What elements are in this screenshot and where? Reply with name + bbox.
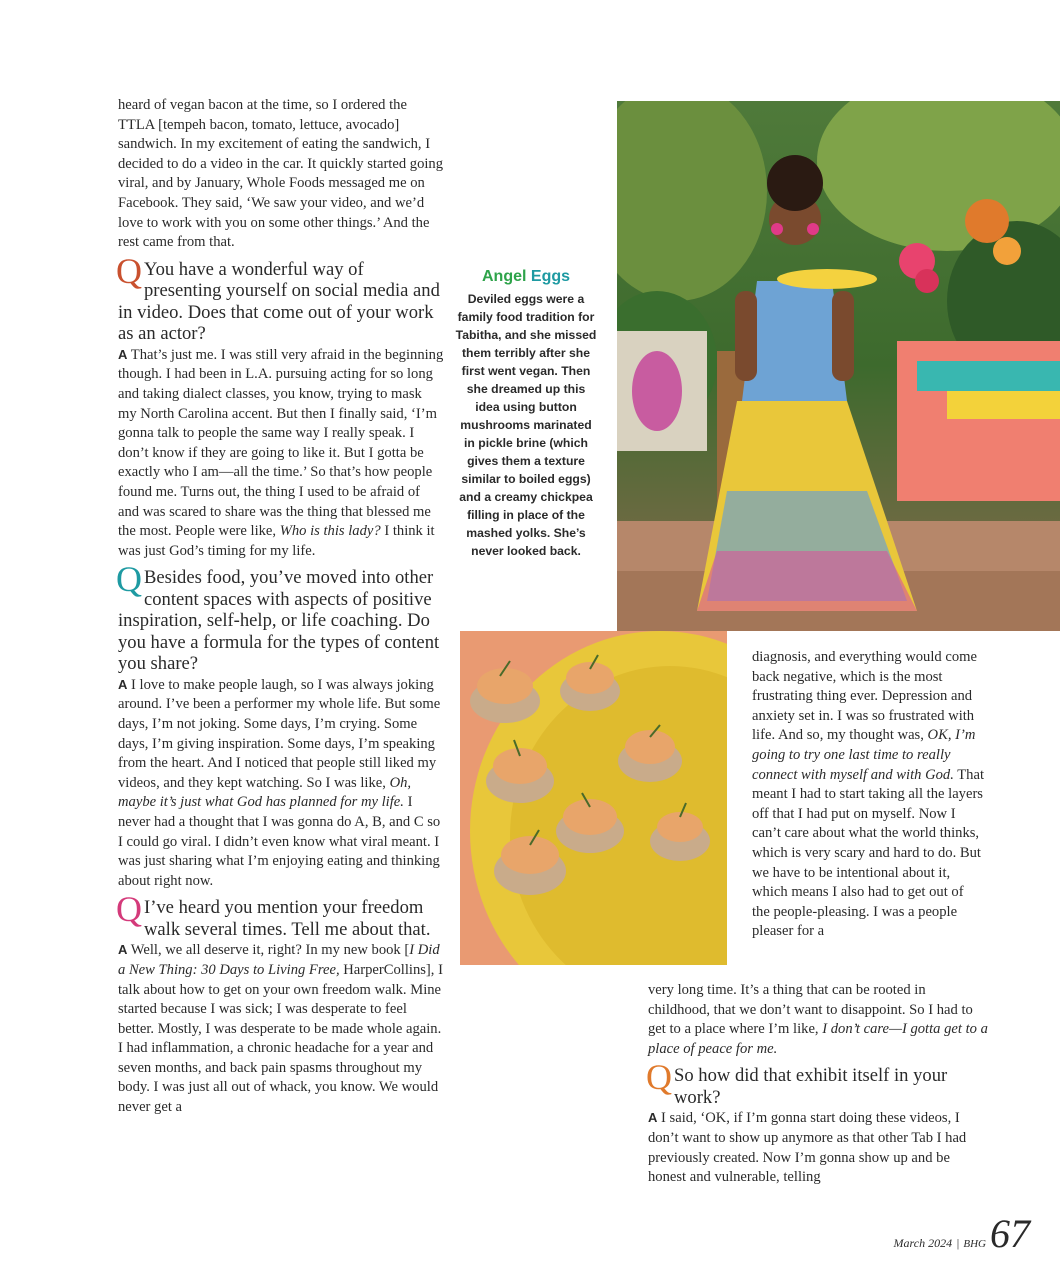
sidebar-body: Deviled eggs were a family food tradition for Tabitha, and she missed them terribly after she first went vegan. Then she dreamed up this idea using button mushrooms marinated in pickle brine (which gives them a texture similar to boiled eggs) and a creamy chickpea filling in place of the mashed yolks. She’s never looked back. xyxy=(455,292,597,558)
a-marker: A xyxy=(118,942,128,958)
question-text: So how did that exhibit itself in your work? xyxy=(674,1065,948,1108)
question-text: You have a wonderful way of presenting yourself on social media and in video. Does that come out of your work as an actor? xyxy=(118,258,440,345)
answer-4: A I said, ‘OK, if I’m gonna start doing these videos, I don’t want to show up anymore as that other Tab I had previously created. Now I’m gonna show up and be honest and vulnerable, telling xyxy=(648,1110,967,1186)
left-column xyxy=(118,96,444,1118)
q-marker: Q xyxy=(646,1057,672,1098)
answer-3: A Well, we all deserve it, right? In my new book [I Did a New Thing: 30 Days to Living Free, HarperCollins], I talk about how to get on your own freedom walk. Mine started because I was sick; I was desperate to feel better. Mostly, I was desperate to be made whole again. I had inflammation, a chronic headache for a year and seven months, and back pain spasms throughout my body. I was just all out of whack, you know. We would never get a xyxy=(118,942,443,1116)
portrait-photo xyxy=(617,101,1060,631)
answer-2: A I love to make people laugh, so I was always joking around. I’ve been a performer my whole life. But some days, I’m not joking. Some days, I’m crying. Some days, I’m giving inspiration. Some days, I’m speaking from the heart. And I noticed that people still liked my videos, and they kept watching. So I was like, Oh, maybe it’s just what God has planned for my life. I never had a thought that I was gonna do A, B, and C so I could go viral. I didn’t even know what viral meant. I was just sharing what I’m enjoying eating and thinking about right now. xyxy=(118,676,441,889)
page-number: 67 xyxy=(990,1211,1030,1256)
right-column-lower xyxy=(648,981,988,1188)
question-2 xyxy=(116,559,444,675)
angel-eggs-photo xyxy=(460,631,727,965)
a-marker: A xyxy=(648,1110,658,1126)
question-4 xyxy=(646,1057,988,1108)
angel-eggs-photo-illustration xyxy=(460,631,727,965)
a-marker: A xyxy=(118,676,128,692)
paragraph: very long time. It’s a thing that can be rooted in childhood, that we don’t want to disappoint. So I had to get to a place where I’m like, I don’t care—I gotta get to a place of peace for me. xyxy=(648,982,988,1057)
question-text: I’ve heard you mention your freedom walk several times. Tell me about that. xyxy=(144,897,431,940)
footer-separator: | xyxy=(956,1236,960,1250)
sidebar-title: Angel Eggs xyxy=(481,268,571,285)
question-1 xyxy=(116,250,444,345)
magazine-name: BHG xyxy=(963,1238,986,1250)
angel-eggs-sidebar xyxy=(455,268,597,560)
question-text: Besides food, you’ve moved into other content spaces with aspects of positive inspiration, self-help, or life coaching. Do you have a formula for the types of content you share? xyxy=(118,567,440,675)
right-column-upper xyxy=(752,648,984,942)
question-3 xyxy=(116,889,444,940)
paragraph: diagnosis, and everything would come back negative, which is the most frustrating thing ever. Depression and anxiety set in. I was so frustrated with life. And so, my thought was, OK, I’m going to try one last time to really connect with myself and with God. That meant I had to start taking all the layers off that I had put on myself. Now I can’t care about what the world thinks, which is very scary and hard to do. But we have to be intentional about it, which means I also had to get out of the people-pleasing. I was a people pleaser for a xyxy=(752,649,984,940)
q-marker: Q xyxy=(116,250,142,291)
page-footer xyxy=(893,1211,1030,1256)
q-marker: Q xyxy=(116,889,142,930)
a-marker: A xyxy=(118,346,128,362)
paragraph: heard of vegan bacon at the time, so I ordered the TTLA [tempeh bacon, tomato, lettuce, avocado] sandwich. In my excitement of eating the sandwich, I decided to do a video in the car. It quickly started going viral, and by January, Whole Foods messaged me on Facebook. They said, ‘We saw your video, and we’d love to work with you on some other things.’ And the rest came from that. xyxy=(118,97,444,251)
answer-1: A That’s just me. I was still very afraid in the beginning though. I had been in L.A. pursuing acting for so long and taking dialect classes, you know, trying to mask my North Carolina accent. But then I finally said, ‘I’m gonna talk to people the same way I really speak. I don’t know if they are going to like it. But I gotta be exactly who I am—all the time.’ So that’s how people found me. Turns out, the thing I used to be afraid of and was scared to share was the thing that blessed me the most. People were like, Who is this lady? I think it was just God’s timing for my life. xyxy=(118,346,444,559)
q-marker: Q xyxy=(116,559,142,600)
issue-date: March 2024 xyxy=(893,1236,953,1250)
portrait-photo-illustration xyxy=(617,101,1060,631)
